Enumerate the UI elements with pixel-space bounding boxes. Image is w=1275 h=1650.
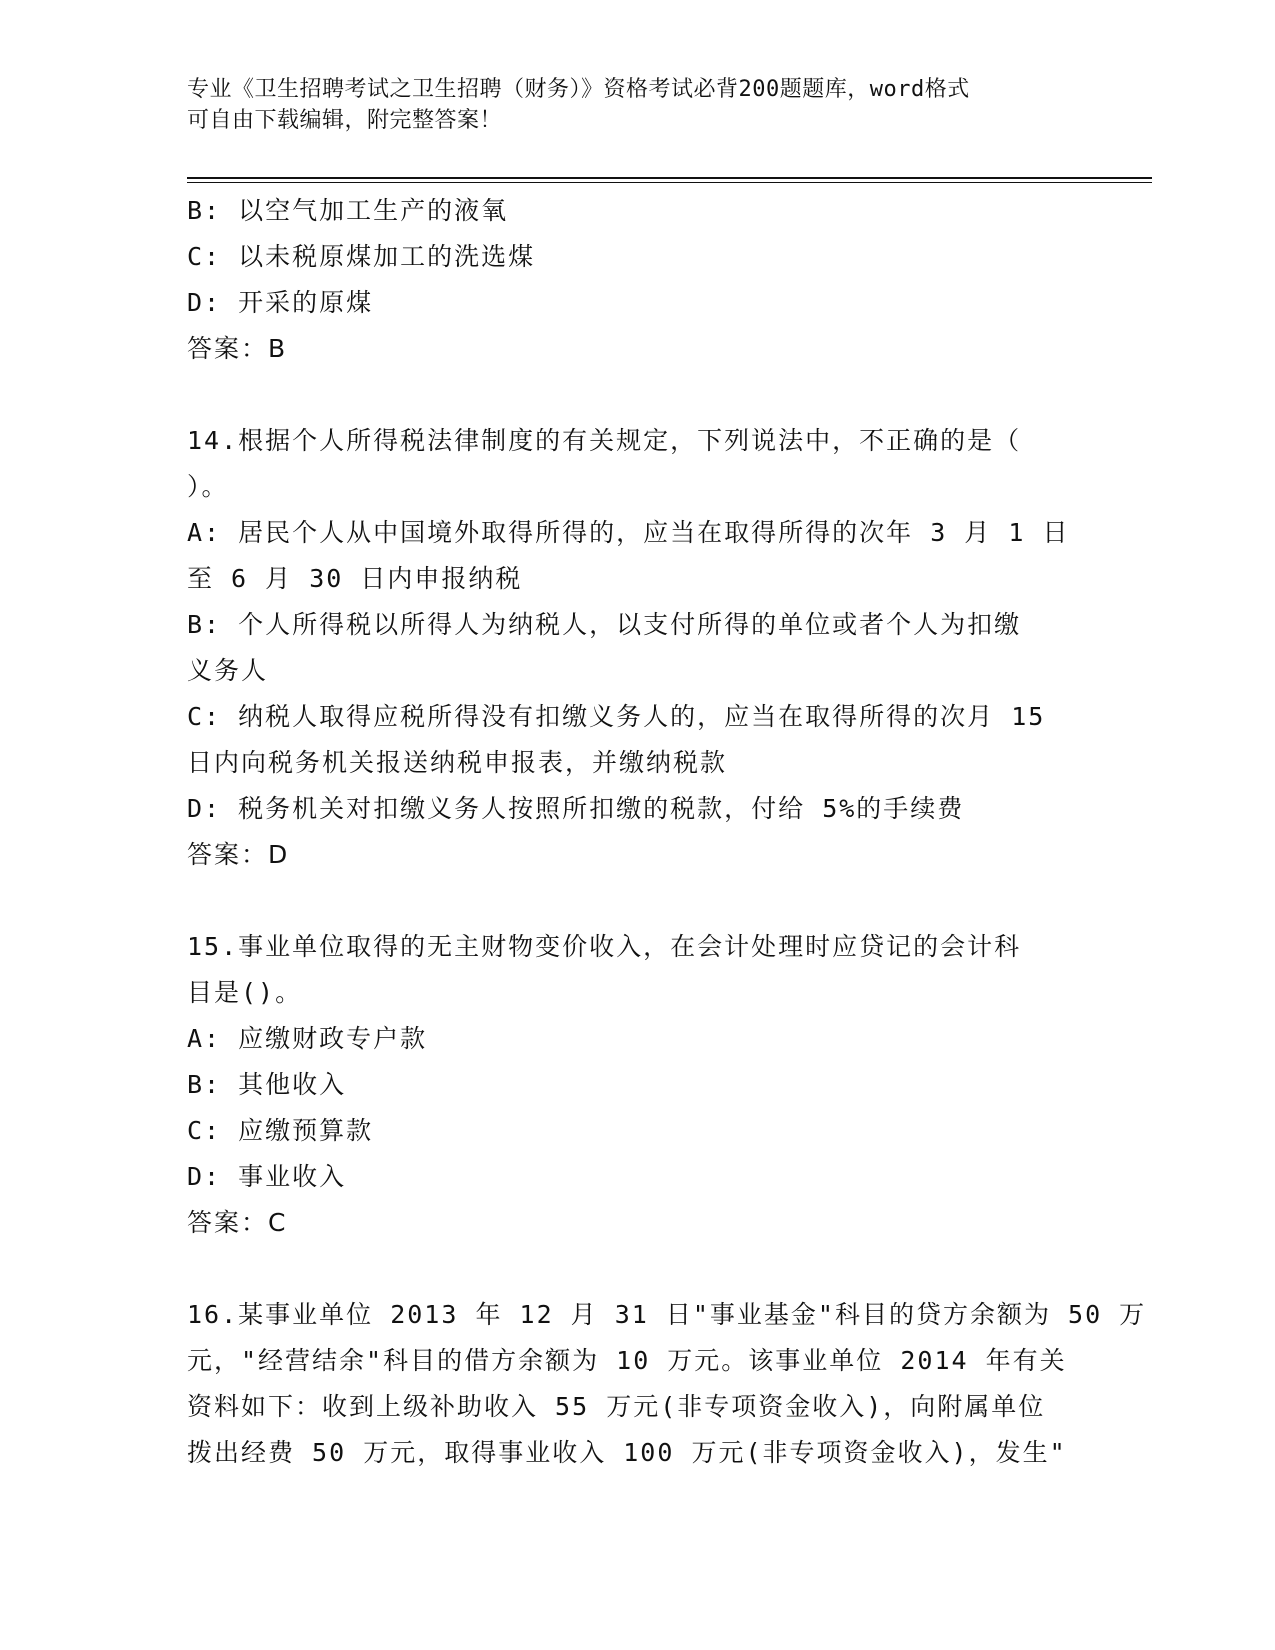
option-d: D: 开采的原煤 — [187, 288, 374, 317]
option-a: A: 居民个人从中国境外取得所得的，应当在取得所得的次年 3 月 1 日 — [187, 518, 1070, 547]
option-c: C: 纳税人取得应税所得没有扣缴义务人的，应当在取得所得的次月 15 — [187, 702, 1046, 731]
option-b-continued: 义务人 — [187, 656, 269, 685]
option-d: D: 税务机关对扣缴义务人按照所扣缴的税款，付给 5%的手续费 — [187, 794, 965, 823]
option-a-continued: 至 6 月 30 日内申报纳税 — [187, 564, 523, 593]
option-a: A: 应缴财政专户款 — [187, 1024, 428, 1053]
question-stem-line: 14.根据个人所得税法律制度的有关规定，下列说法中，不正确的是（ — [187, 426, 1022, 455]
answer: 答案：D — [187, 840, 290, 869]
question-stem-line: 目是()。 — [187, 978, 303, 1007]
question-stem-line: 拨出经费 50 万元，取得事业收入 100 万元(非专项资金收入)，发生" — [187, 1438, 1067, 1467]
option-b: B: 个人所得税以所得人为纳税人，以支付所得的单位或者个人为扣缴 — [187, 610, 1022, 639]
spacer — [187, 1246, 1087, 1292]
header-title-line-2: 可自由下载编辑，附完整答案！ — [187, 108, 503, 133]
header-divider-thick — [187, 177, 1152, 179]
question-stem-line: 资料如下：收到上级补助收入 55 万元(非专项资金收入)，向附属单位 — [187, 1392, 1046, 1421]
option-c: C: 以未税原煤加工的洗选煤 — [187, 242, 536, 271]
option-d: D: 事业收入 — [187, 1162, 347, 1191]
page-header — [187, 74, 1087, 136]
question-stem-line: 16.某事业单位 2013 年 12 月 31 日"事业基金"科目的贷方余额为 50 万 — [187, 1300, 1147, 1329]
option-b: B: 其他收入 — [187, 1070, 347, 1099]
answer: 答案：B — [187, 334, 288, 363]
question-15 — [187, 924, 1087, 1246]
question-stem-line: 15.事业单位取得的无主财物变价收入，在会计处理时应贷记的会计科 — [187, 932, 1022, 961]
question-16 — [187, 1292, 1147, 1476]
header-title-line-1: 专业《卫生招聘考试之卫生招聘（财务）》资格考试必背200题题库，word格式 — [187, 77, 970, 102]
question-14 — [187, 418, 1087, 878]
header-divider-thin — [187, 182, 1152, 183]
question-13 — [187, 188, 1087, 372]
option-c: C: 应缴预算款 — [187, 1116, 374, 1145]
question-stem-line: 元，"经营结余"科目的借方余额为 10 万元。该事业单位 2014 年有关 — [187, 1346, 1067, 1375]
document-body — [187, 188, 1147, 1476]
answer: 答案：C — [187, 1208, 288, 1237]
question-stem-line: ）。 — [187, 472, 229, 501]
spacer — [187, 878, 1087, 924]
option-c-continued: 日内向税务机关报送纳税申报表，并缴纳税款 — [187, 748, 728, 777]
option-b: B: 以空气加工生产的液氧 — [187, 196, 509, 225]
spacer — [187, 372, 1087, 418]
